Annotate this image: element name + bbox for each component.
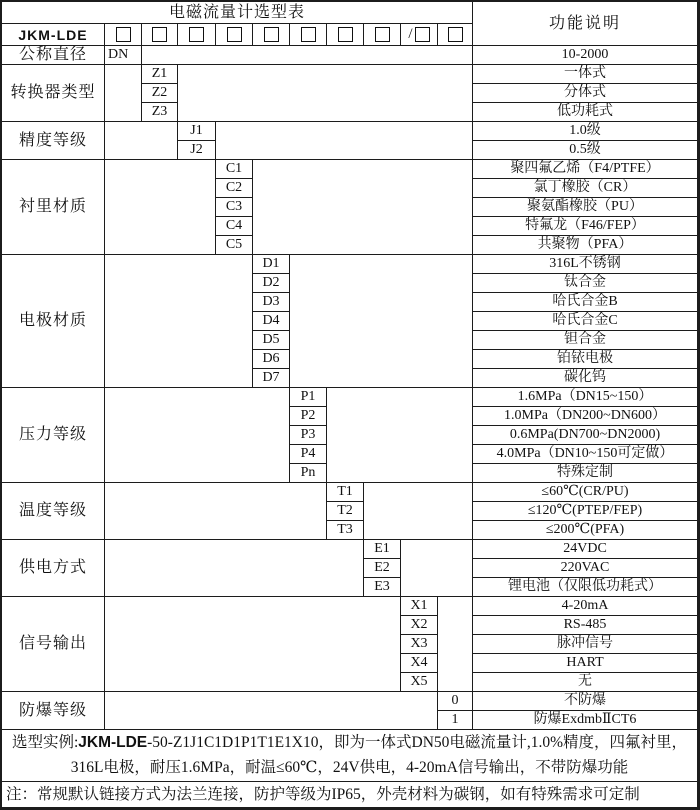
code-cell-c5: C5 <box>216 236 253 255</box>
code-cell-c3: C3 <box>216 198 253 217</box>
code-cell-d1: D1 <box>253 255 290 274</box>
category-nominal-diameter: 公称直径 <box>2 46 105 65</box>
desc-cell-x1: 4-20mA <box>473 597 698 616</box>
desc-cell-p1: 1.6MPa（DN15~150） <box>473 388 698 407</box>
spacer <box>178 65 473 122</box>
desc-cell-x5: 无 <box>473 673 698 692</box>
slash-separator: / <box>408 26 413 42</box>
code-cell-d2: D2 <box>253 274 290 293</box>
code-cell-p3: P3 <box>290 426 327 445</box>
model-code-checkbox-6 <box>290 24 327 46</box>
model-code-checkbox-8 <box>364 24 401 46</box>
desc-cell-z2: 分体式 <box>473 84 698 103</box>
model-code-checkbox-10 <box>438 24 473 46</box>
desc-cell-d3: 哈氏合金B <box>473 293 698 312</box>
desc-cell-exp0: 不防爆 <box>473 692 698 711</box>
code-cell-exp1: 1 <box>438 711 473 730</box>
code-cell-c2: C2 <box>216 179 253 198</box>
desc-cell-p2: 1.0MPa（DN200~DN600） <box>473 407 698 426</box>
code-cell-dn: DN <box>105 46 142 65</box>
code-cell-p1: P1 <box>290 388 327 407</box>
desc-cell-j1: 1.0级 <box>473 122 698 141</box>
checkbox-icon <box>116 27 131 42</box>
checkbox-icon <box>264 27 279 42</box>
code-cell-t1: T1 <box>327 483 364 502</box>
footnote: 注：常规默认链接方式为法兰连接，防护等级为IP65，外壳材料为碳钢，如有特殊需求可定制 <box>2 782 698 808</box>
code-cell-d7: D7 <box>253 369 290 388</box>
selection-example-prefix: 选型实例: <box>11 734 79 751</box>
code-cell-p4: P4 <box>290 445 327 464</box>
model-code-checkbox-9 <box>401 24 438 46</box>
code-cell-pn: Pn <box>290 464 327 483</box>
code-cell-c1: C1 <box>216 160 253 179</box>
spacer <box>401 540 473 597</box>
desc-cell-p4: 4.0MPa（DN10~150可定做） <box>473 445 698 464</box>
selection-table-grid <box>2 2 698 808</box>
code-cell-t3: T3 <box>327 521 364 540</box>
spacer <box>105 122 178 160</box>
spacer <box>105 65 142 122</box>
model-prefix-label: JKM-LDE <box>2 24 105 46</box>
code-cell-x4: X4 <box>401 654 438 673</box>
spacer <box>105 160 216 255</box>
desc-cell-d6: 铂铱电极 <box>473 350 698 369</box>
desc-cell-z3: 低功耗式 <box>473 103 698 122</box>
desc-cell-e2: 220VAC <box>473 559 698 578</box>
code-cell-x2: X2 <box>401 616 438 635</box>
category-pressure-rating: 压力等级 <box>2 388 105 483</box>
checkbox-icon <box>227 27 242 42</box>
table-title: 电磁流量计选型表 <box>2 2 473 24</box>
code-cell-p2: P2 <box>290 407 327 426</box>
selection-example <box>2 730 698 782</box>
model-code-checkbox-4 <box>216 24 253 46</box>
desc-cell-c2: 氯丁橡胶（CR） <box>473 179 698 198</box>
desc-cell-c4: 特氟龙（F46/FEP） <box>473 217 698 236</box>
code-cell-j2: J2 <box>178 141 216 160</box>
desc-cell-d7: 碳化钨 <box>473 369 698 388</box>
spacer <box>105 540 364 597</box>
model-code-checkbox-3 <box>178 24 216 46</box>
spacer <box>105 255 253 388</box>
checkbox-icon <box>338 27 353 42</box>
code-cell-x1: X1 <box>401 597 438 616</box>
checkbox-icon <box>152 27 167 42</box>
code-cell-z1: Z1 <box>142 65 178 84</box>
code-cell-e1: E1 <box>364 540 401 559</box>
desc-cell-pn: 特殊定制 <box>473 464 698 483</box>
desc-cell-d5: 钽合金 <box>473 331 698 350</box>
model-code-checkbox-7 <box>327 24 364 46</box>
code-cell-z2: Z2 <box>142 84 178 103</box>
desc-cell-t1: ≤60℃(CR/PU) <box>473 483 698 502</box>
code-cell-e3: E3 <box>364 578 401 597</box>
desc-cell-e1: 24VDC <box>473 540 698 559</box>
category-explosion-proof-rating: 防爆等级 <box>2 692 105 730</box>
category-electrode-material: 电极材质 <box>2 255 105 388</box>
spacer <box>438 597 473 692</box>
desc-cell-c3: 聚氨酯橡胶（PU） <box>473 198 698 217</box>
desc-cell-e3: 锂电池（仅限低功耗式） <box>473 578 698 597</box>
spacer <box>105 692 438 730</box>
checkbox-icon <box>375 27 390 42</box>
spacer <box>327 388 473 483</box>
function-column-header: 功能说明 <box>473 2 698 46</box>
desc-cell-p3: 0.6MPa(DN700~DN2000) <box>473 426 698 445</box>
code-cell-e2: E2 <box>364 559 401 578</box>
desc-cell-t3: ≤200℃(PFA) <box>473 521 698 540</box>
desc-cell-x2: RS-485 <box>473 616 698 635</box>
code-cell-c4: C4 <box>216 217 253 236</box>
code-cell-d3: D3 <box>253 293 290 312</box>
code-cell-j1: J1 <box>178 122 216 141</box>
spacer <box>105 388 290 483</box>
desc-cell-exp1: 防爆ExdmbⅡCT6 <box>473 711 698 730</box>
code-cell-x5: X5 <box>401 673 438 692</box>
spacer <box>216 122 473 160</box>
spacer <box>142 46 473 65</box>
checkbox-icon <box>301 27 316 42</box>
model-code-checkbox-5 <box>253 24 290 46</box>
code-cell-d5: D5 <box>253 331 290 350</box>
desc-cell-dn: 10-2000 <box>473 46 698 65</box>
desc-cell-d4: 哈氏合金C <box>473 312 698 331</box>
spacer <box>364 483 473 540</box>
checkbox-icon <box>415 27 430 42</box>
desc-cell-d1: 316L不锈钢 <box>473 255 698 274</box>
spacer <box>105 483 327 540</box>
desc-cell-z1: 一体式 <box>473 65 698 84</box>
checkbox-icon <box>448 27 463 42</box>
selection-example-model: JKM-LDE <box>78 734 148 751</box>
desc-cell-c5: 共聚物（PFA） <box>473 236 698 255</box>
desc-cell-j2: 0.5级 <box>473 141 698 160</box>
model-code-checkbox-1 <box>105 24 142 46</box>
selection-example-text: -50-Z1J1C1D1P1T1E1X10，即为一体式DN50电磁流量计,1.0%精度，四氟衬里，316L电极，耐压1.6MPa，耐温≤60℃，24V供电，4-20mA信号输出，不带防爆功能 <box>70 734 688 776</box>
category-converter-type: 转换器类型 <box>2 65 105 122</box>
desc-cell-x4: HART <box>473 654 698 673</box>
spacer <box>290 255 473 388</box>
code-cell-t2: T2 <box>327 502 364 521</box>
category-lining-material: 衬里材质 <box>2 160 105 255</box>
category-temperature-rating: 温度等级 <box>2 483 105 540</box>
category-signal-output: 信号输出 <box>2 597 105 692</box>
checkbox-icon <box>189 27 204 42</box>
code-cell-x3: X3 <box>401 635 438 654</box>
code-cell-exp0: 0 <box>438 692 473 711</box>
code-cell-z3: Z3 <box>142 103 178 122</box>
spacer <box>253 160 473 255</box>
code-cell-d4: D4 <box>253 312 290 331</box>
category-accuracy-class: 精度等级 <box>2 122 105 160</box>
desc-cell-d2: 钛合金 <box>473 274 698 293</box>
desc-cell-t2: ≤120℃(PTEP/FEP) <box>473 502 698 521</box>
model-code-checkbox-2 <box>142 24 178 46</box>
code-cell-d6: D6 <box>253 350 290 369</box>
spacer <box>105 597 401 692</box>
category-power-supply: 供电方式 <box>2 540 105 597</box>
desc-cell-x3: 脉冲信号 <box>473 635 698 654</box>
desc-cell-c1: 聚四氟乙烯（F4/PTFE） <box>473 160 698 179</box>
